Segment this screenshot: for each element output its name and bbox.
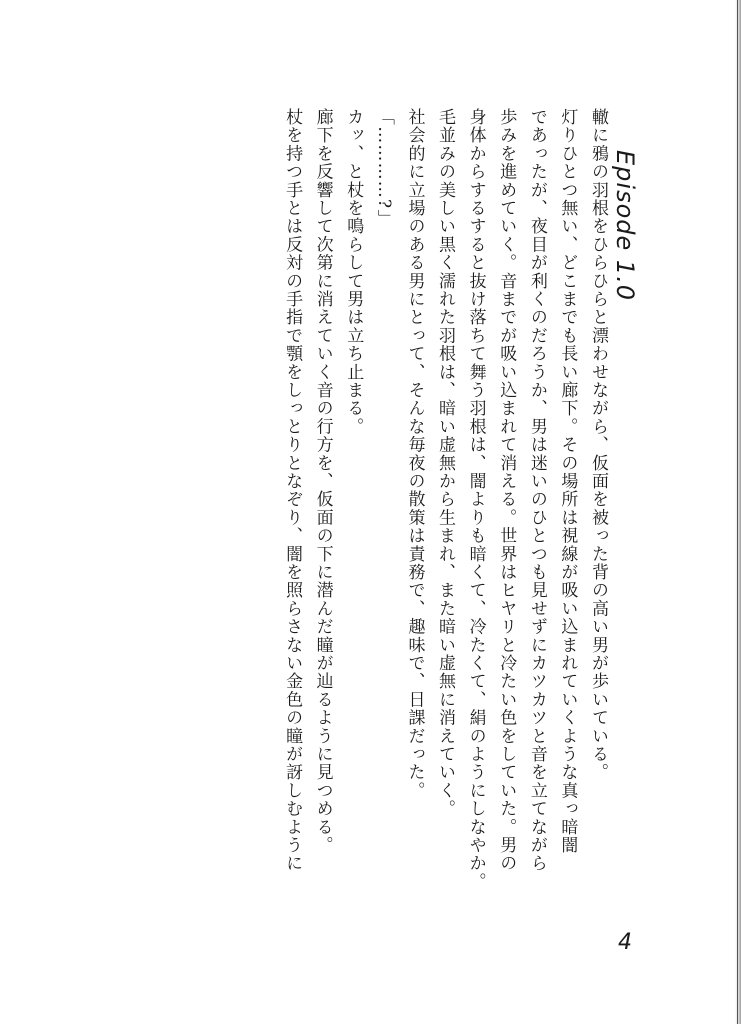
text-line: 社会的に立場のある男にとって、そんな毎夜の散策は責務で、趣味で、日課だった。 [404, 108, 425, 800]
text-line: であったが、夜目が利くのだろうか、男は迷いのひとつも見せずにカツカツと音を立てながら [526, 108, 547, 873]
text-line: 灯りひとつ無い、どこまでも長い廊下。その場所は視線が吸い込まれていくような真っ暗闇 [557, 108, 578, 855]
text-line: 轍に鴉の羽根をひらひらと漂わせながら、仮面を被った背の高い男が歩いている。 [588, 108, 608, 782]
page-spine-edge [737, 0, 738, 1024]
text-line: 身体からするすると抜け落ちて舞う羽根は、闇よりも暗くて、冷たくて、絹のようにしなやか。 [465, 108, 486, 891]
page-spine-shadow [735, 0, 741, 1024]
page-number: 4 [618, 930, 632, 955]
text-line: カッ、と杖を鳴らして男は立ち止まる。 [343, 108, 364, 436]
text-line: 毛並みの美しい黒く濡れた羽根は、暗い虚無から生まれ、また暗い虚無に消えていく。 [435, 108, 456, 818]
dialogue-line: 「…………?」 [373, 108, 394, 228]
text-line: 杖を持つ手とは反対の手指で顎をしっとりとなぞり、闇を照らさない金色の瞳が訝しむように [282, 108, 303, 873]
vertical-body-text [276, 108, 613, 928]
episode-title: Episode 1.0 [611, 150, 639, 302]
text-line: 歩みを進めていく。音までが吸い込まれて消える。世界はヒヤリと冷たい色をしていた。男の [496, 108, 517, 873]
text-line: 廊下を反響して次第に消えていく音の行方を、仮面の下に潜んだ瞳が辿るように見つめる。 [312, 108, 333, 855]
